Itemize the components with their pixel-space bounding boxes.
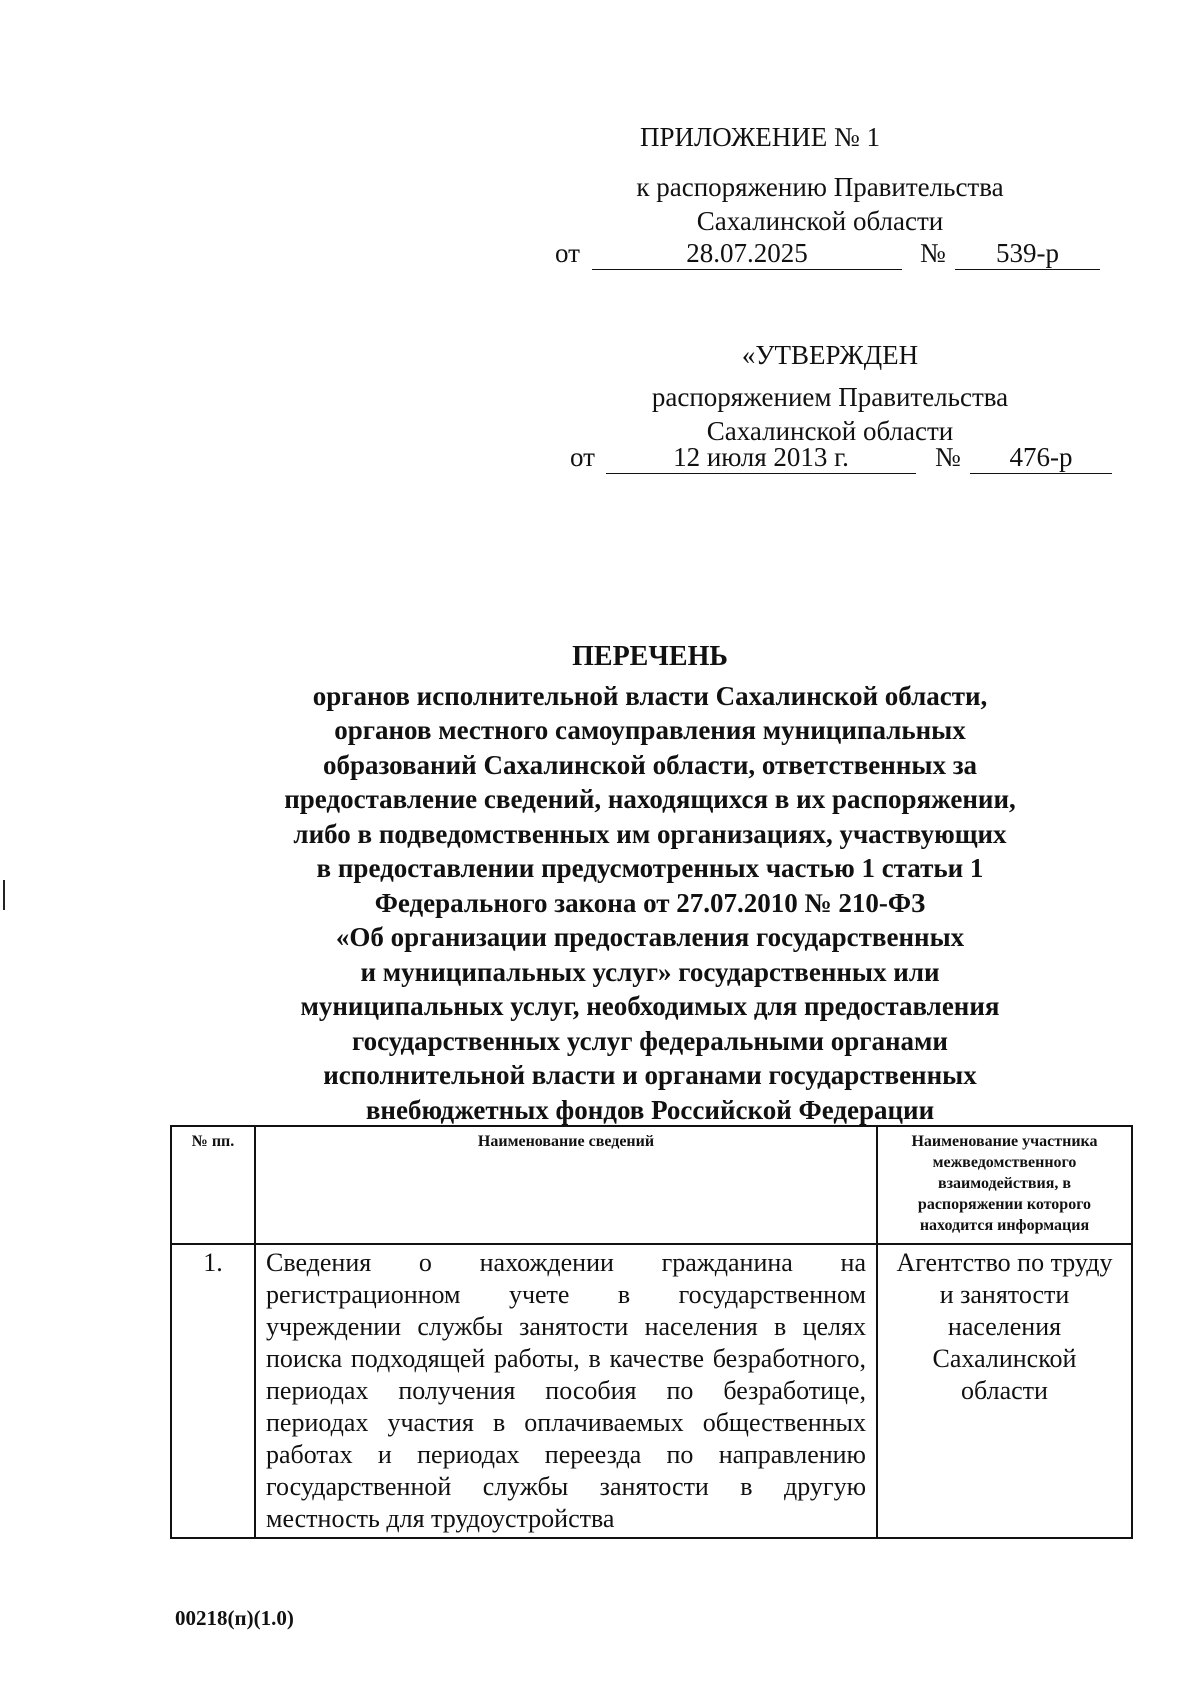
approved-number-label: № <box>935 442 961 472</box>
approved-title: «УТВЕРЖДЕН <box>741 340 919 370</box>
document-subtitle-line: образований Сахалинской области, ответственных за <box>322 749 978 780</box>
document-subtitle-line: органов исполнительной власти Сахалинской области, <box>312 680 988 711</box>
document-subtitle-line: исполнительной власти и органами государственных <box>323 1060 977 1090</box>
annex-to-line2: Сахалинской области <box>696 206 944 236</box>
header-participant: Наименование участника межведомственного взаимодействия, в распоряжении которого находится информация <box>877 1126 1132 1244</box>
approved-number: 476-р <box>970 442 1112 474</box>
document-subtitle-line: и муниципальных услуг» государственных или <box>360 956 940 987</box>
document-subtitle-line: муниципальных услуг, необходимых для предоставления <box>300 991 1000 1021</box>
document-subtitle-line: в предоставлении предусмотренных частью 1 статьи 1 <box>316 853 984 883</box>
row-num: 1. <box>171 1244 255 1538</box>
document-subtitle-line: внебюджетных фондов Российской Федерации <box>365 1094 935 1125</box>
footer-code: 00218(п)(1.0) <box>175 1606 294 1630</box>
annex-from-label: от <box>555 238 580 268</box>
document-title <box>230 640 1070 1127</box>
approved-date-number-line <box>0 442 1200 476</box>
approved-line1: распоряжением Правительства <box>651 382 1009 412</box>
annex-date-number-line <box>0 238 1200 272</box>
row-participant: Агентство по труду и занятости населения Сахалинской области <box>877 1244 1132 1538</box>
document-heading: ПЕРЕЧЕНЬ <box>572 641 728 672</box>
approved-block <box>600 338 1060 448</box>
header-info: Наименование сведений <box>255 1126 877 1244</box>
document-subtitle-line: либо в подведомственных им организациях, участвующих <box>293 818 1007 849</box>
annex-to-line1: к распоряжению Правительства <box>636 172 1004 202</box>
annex-number-label: № <box>920 238 946 268</box>
services-table <box>170 1125 1133 1539</box>
row-info: Сведения о нахождении гражданина на регистрационном учете в государственном учреждении службы занятости населения в целях поиска подходящей работы, в качестве безработного, периодах получения пособия по безработице, периодах участия в оплачиваемых общественных работах и периодах переезда по направлению государственной службы занятости в другую местность для трудоустройства <box>255 1244 877 1538</box>
approved-from-label: от <box>570 442 595 472</box>
table-row <box>171 1244 1132 1538</box>
scan-margin-mark <box>3 880 5 910</box>
annex-title: ПРИЛОЖЕНИЕ № 1 <box>639 122 881 152</box>
annex-number: 539-р <box>955 238 1100 270</box>
document-subtitle-line: органов местного самоуправления муниципальных <box>334 715 966 745</box>
annex-date: 28.07.2025 <box>592 238 902 270</box>
document-subtitle-line: Федерального закона от 27.07.2010 № 210-ФЗ <box>374 887 926 918</box>
header-num: № пп. <box>171 1126 255 1244</box>
annex-reference <box>600 170 1040 238</box>
document-subtitle-line: «Об организации предоставления государственных <box>335 922 965 952</box>
approved-line2: Сахалинской области <box>706 416 954 446</box>
table-header-row <box>171 1126 1132 1244</box>
approved-date: 12 июля 2013 г. <box>606 442 916 474</box>
document-subtitle-line: государственных услуг федеральными органами <box>351 1025 948 1056</box>
document-subtitle-line: предоставление сведений, находящихся в их распоряжении, <box>284 784 1016 814</box>
